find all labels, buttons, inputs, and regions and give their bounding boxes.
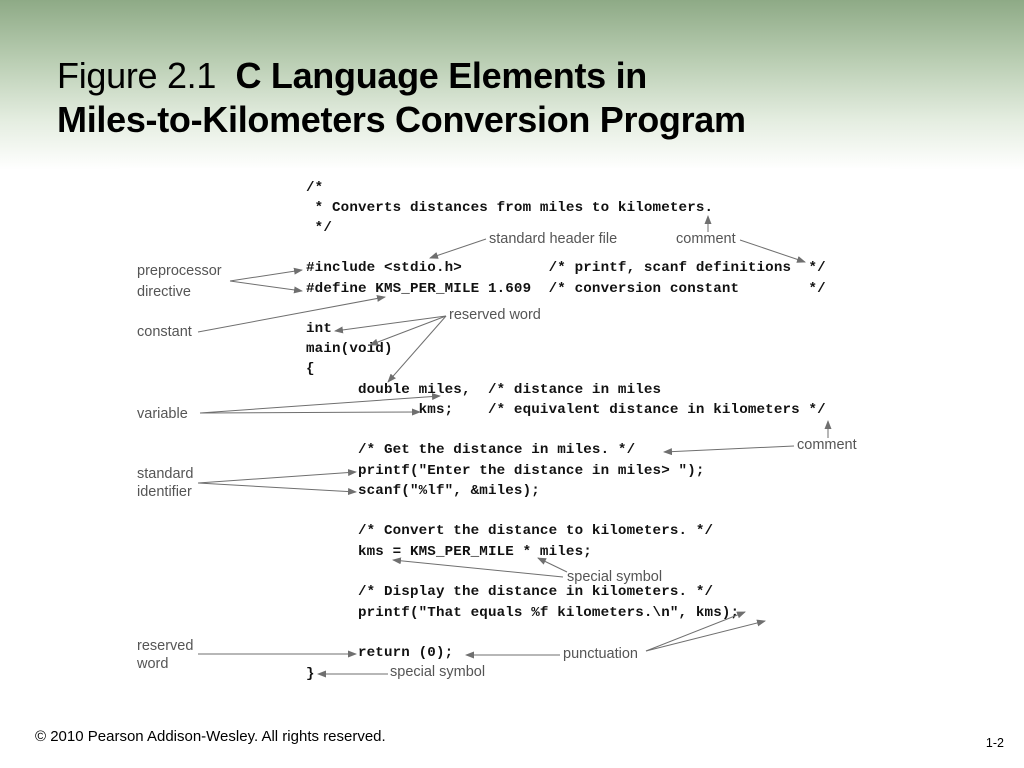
code-line-return: return (0); <box>306 645 454 661</box>
label-variable: variable <box>137 406 188 422</box>
code-line-display-comment: /* Display the distance in kilometers. */ <box>306 584 714 600</box>
code-line-int: int <box>306 321 332 337</box>
code-line-include: #include <stdio.h> /* printf, scanf definitions */ <box>306 260 826 276</box>
page-number: 1-2 <box>985 736 1004 750</box>
code-line-convert-comment: /* Convert the distance to kilometers. */ <box>306 523 714 539</box>
code-line-kms-assign: kms = KMS_PER_MILE * miles; <box>306 544 592 560</box>
slide-title <box>57 54 957 142</box>
code-line-printf-equals: printf("That equals %f kilometers.\n", kms); <box>306 605 740 621</box>
title-line-1 <box>57 54 957 98</box>
label-identifier: identifier <box>137 484 192 500</box>
label-reserved-word-top: reserved word <box>449 307 541 323</box>
code-line-close-brace: } <box>306 666 315 682</box>
copyright-footer: © 2010 Pearson Addison-Wesley. All rights reserved. <box>35 728 386 745</box>
code-line-open-brace: { <box>306 361 315 377</box>
title-prefix: Figure 2.1 <box>57 55 217 96</box>
code-line-define: #define KMS_PER_MILE 1.609 /* conversion constant */ <box>306 281 826 297</box>
label-preprocessor: preprocessor <box>137 263 222 279</box>
label-special-symbol-mid: special symbol <box>567 569 663 585</box>
code-line-get-comment: /* Get the distance in miles. */ <box>306 442 636 458</box>
label-standard-header-file: standard header file <box>489 231 618 247</box>
label-word: word <box>137 656 169 672</box>
code-line-3: */ <box>306 220 332 236</box>
code-line-1: /* <box>306 180 324 196</box>
code-line-double-miles: double miles, /* distance in miles <box>306 382 662 398</box>
label-special-symbol-bottom: special symbol <box>390 664 486 680</box>
code-line-printf-enter: printf("Enter the distance in miles> "); <box>306 463 705 479</box>
label-comment-top: comment <box>676 231 736 247</box>
label-reserved: reserved <box>137 638 194 654</box>
label-punctuation: punctuation <box>563 646 638 662</box>
title-bold-line-2: Miles-to-Kilometers Conversion Program <box>57 99 746 140</box>
label-standard: standard <box>137 466 194 482</box>
label-directive: directive <box>137 284 191 300</box>
label-comment-mid: comment <box>797 437 857 453</box>
code-line-2: * Converts distances from miles to kilometers. <box>306 200 714 216</box>
label-constant: constant <box>137 324 192 340</box>
code-line-main: main(void) <box>306 341 393 357</box>
code-line-kms: kms; /* equivalent distance in kilometers */ <box>306 402 826 418</box>
title-bold-line-1: C Language Elements in <box>235 55 647 96</box>
code-line-scanf: scanf("%lf", &miles); <box>306 483 540 499</box>
